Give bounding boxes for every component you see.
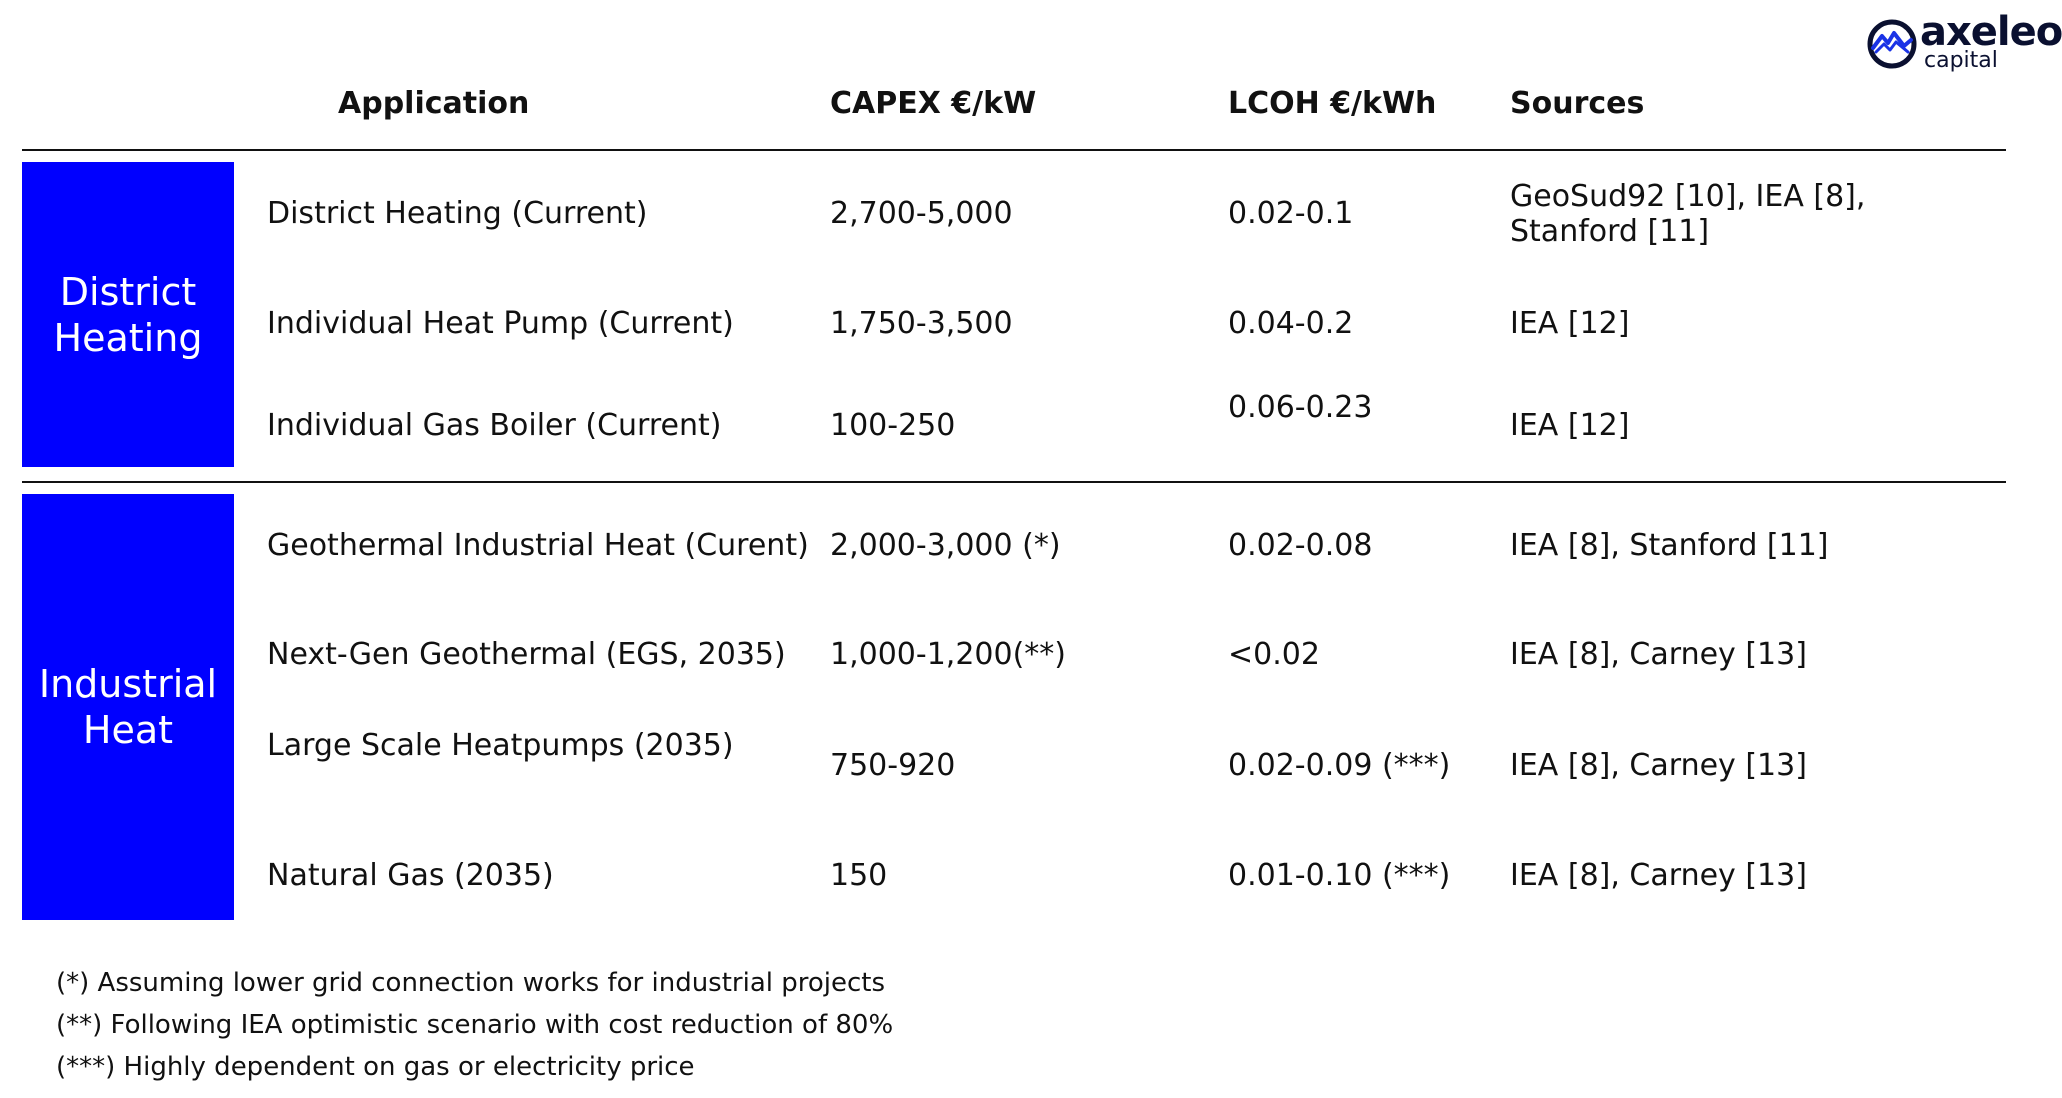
group-industrial-heat-label (22, 494, 234, 920)
footnote: (**) Following IEA optimistic scenario with cost reduction of 80% (56, 1010, 894, 1040)
brand-sub: capital (1924, 48, 1998, 73)
row-application: Next-Gen Geothermal (EGS, 2035) (267, 637, 786, 672)
row-sources: IEA [8], Stanford [11] (1510, 528, 1829, 563)
row-application: Natural Gas (2035) (267, 858, 554, 893)
row-capex: 750-920 (830, 748, 956, 783)
row-application: Large Scale Heatpumps (2035) (267, 728, 734, 763)
group-district-heating-label (22, 162, 234, 467)
row-lcoh: 0.01-0.10 (***) (1228, 858, 1451, 893)
row-lcoh: 0.02-0.1 (1228, 196, 1354, 231)
row-capex: 2,700-5,000 (830, 196, 1013, 231)
brand-name: axeleo (1920, 9, 2062, 55)
header-divider (22, 149, 2006, 151)
row-capex: 100-250 (830, 408, 956, 443)
group-label-line: Industrial (38, 662, 218, 706)
row-sources: IEA [12] (1510, 306, 1630, 341)
row-sources: IEA [12] (1510, 408, 1630, 443)
row-capex: 150 (830, 858, 888, 893)
brand-logo (1864, 9, 2062, 76)
row-sources: GeoSud92 [10], IEA [8], (1510, 179, 1866, 214)
group-label-line: Heat (82, 708, 174, 752)
header-sources: Sources (1510, 86, 1645, 121)
footnote: (***) Highly dependent on gas or electricity price (56, 1052, 695, 1082)
header-application: Application (338, 86, 530, 121)
row-lcoh: <0.02 (1228, 637, 1320, 672)
row-application: Geothermal Industrial Heat (Curent) (267, 528, 809, 563)
group-divider (22, 481, 2006, 483)
row-lcoh: 0.04-0.2 (1228, 306, 1354, 341)
row-sources: IEA [8], Carney [13] (1510, 748, 1807, 783)
group-label-line: District (59, 269, 197, 314)
row-lcoh: 0.02-0.08 (1228, 528, 1373, 563)
row-lcoh: 0.02-0.09 (***) (1228, 748, 1451, 783)
row-sources: Stanford [11] (1510, 214, 1710, 249)
footnote: (*) Assuming lower grid connection works for industrial projects (56, 968, 886, 998)
row-sources: IEA [8], Carney [13] (1510, 637, 1807, 672)
row-capex: 1,750-3,500 (830, 306, 1013, 341)
group-label-line: Heating (53, 315, 203, 360)
row-application: District Heating (Current) (267, 196, 648, 231)
row-capex: 1,000-1,200(**) (830, 637, 1067, 672)
row-application: Individual Gas Boiler (Current) (267, 408, 722, 443)
header-lcoh: LCOH €/kWh (1228, 86, 1437, 121)
row-sources: IEA [8], Carney [13] (1510, 858, 1807, 893)
row-application: Individual Heat Pump (Current) (267, 306, 734, 341)
row-lcoh: 0.06-0.23 (1228, 390, 1373, 425)
header-capex: CAPEX €/kW (830, 86, 1037, 121)
mountain-logo-icon (1864, 16, 1920, 72)
row-capex: 2,000-3,000 (*) (830, 528, 1061, 563)
